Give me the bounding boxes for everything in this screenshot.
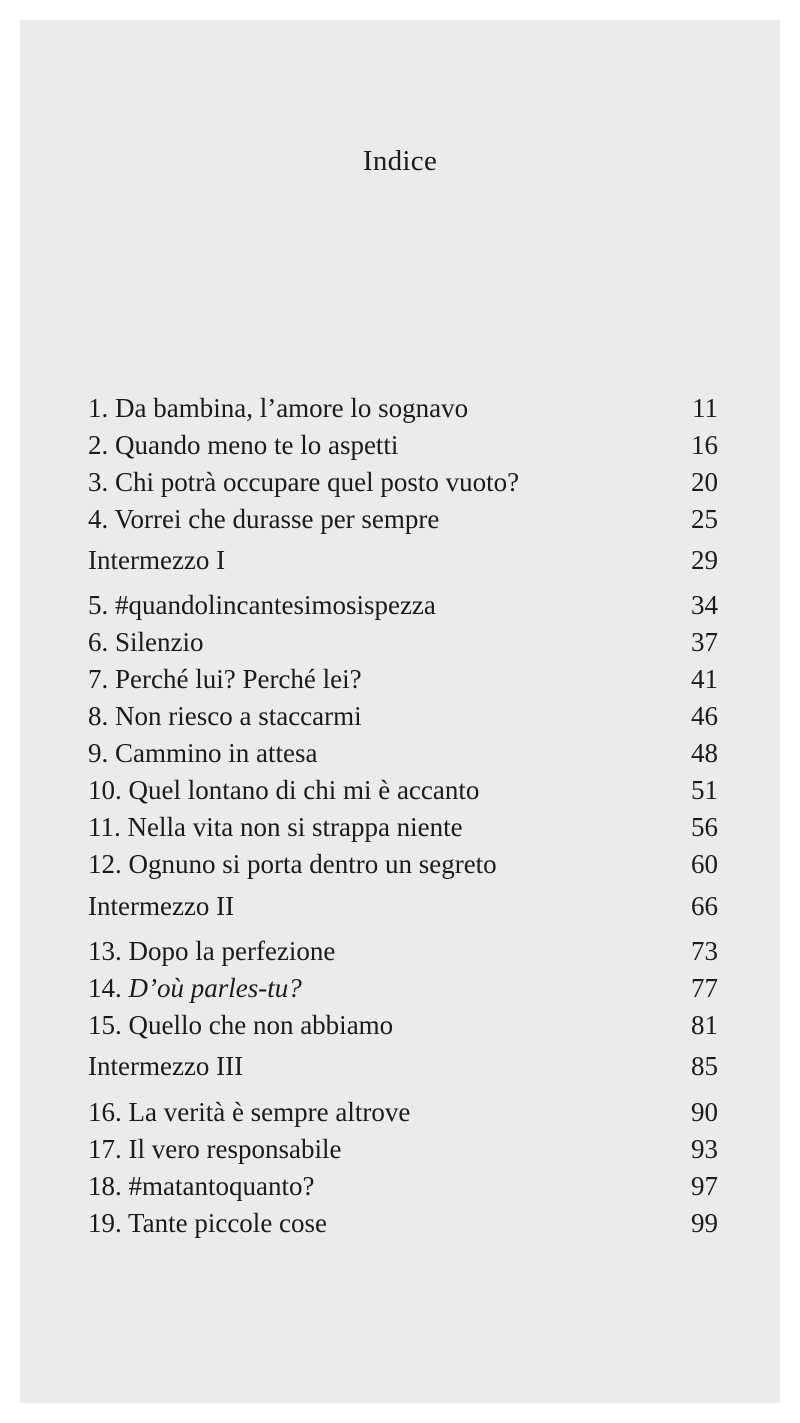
toc-entry: [88, 846, 718, 882]
toc-entry-page: 81: [691, 1010, 718, 1040]
toc-entry-title: Perché lui? Perché lei?: [115, 664, 362, 694]
toc-intermezzo: [88, 888, 718, 924]
toc-entry-title: Tante piccole cose: [128, 1208, 328, 1238]
toc-entry-number: 7.: [88, 664, 109, 694]
toc-entry-page: 73: [691, 936, 718, 966]
toc-entry: [88, 587, 718, 623]
toc-entry: [88, 1168, 718, 1204]
toc-entry-label: [88, 1205, 327, 1241]
toc-entry-number: 3.: [88, 467, 109, 497]
page-title: Indice: [362, 145, 438, 177]
toc-entry: [88, 427, 718, 463]
toc-entry-number: 9.: [88, 738, 109, 768]
toc-entry-label: [88, 1007, 393, 1043]
toc-entry-title: Nella vita non si strappa niente: [127, 812, 463, 842]
toc-entry: [88, 661, 718, 697]
toc-entry: [88, 390, 718, 426]
toc-entry-label: [88, 933, 335, 969]
toc-entry-page: 97: [691, 1171, 718, 1201]
toc-entry-label: [88, 501, 439, 537]
toc-entry-title: Cammino in attesa: [115, 738, 318, 768]
toc-entry-label: [88, 970, 302, 1006]
toc-entry-number: 17.: [88, 1134, 122, 1164]
toc-entry-number: 2.: [88, 430, 109, 460]
toc-entry-number: 11.: [88, 812, 121, 842]
toc-entry-label: [88, 661, 362, 697]
toc-entry-title: Quel lontano di chi mi è accanto: [128, 775, 480, 805]
toc-intermezzo-title: Intermezzo II: [88, 891, 235, 921]
toc-entry-title: #quandolincantesimosispezza: [115, 590, 436, 620]
toc-entry: [88, 772, 718, 808]
toc-entry: [88, 1205, 718, 1241]
toc-entry-page: 93: [691, 1134, 718, 1164]
toc-entry-label: [88, 1168, 314, 1204]
toc-entry: [88, 501, 718, 537]
toc-entry-label: [88, 427, 398, 463]
toc-entry-title: Silenzio: [115, 627, 204, 657]
toc-entry: [88, 970, 718, 1006]
toc-entry-title: Quando meno te lo aspetti: [115, 430, 399, 460]
toc-entry: [88, 464, 718, 500]
toc-entry-page: 34: [691, 590, 718, 620]
toc-entry-page: 51: [691, 775, 718, 805]
toc-entry-page: 46: [691, 701, 718, 731]
toc-entry-title: Da bambina, l’amore lo sognavo: [115, 393, 469, 423]
toc-entry: [88, 1131, 718, 1167]
toc-entry-page: 56: [691, 812, 718, 842]
toc-entry-label: [88, 735, 317, 771]
toc-entry-title: Il vero responsabile: [128, 1134, 342, 1164]
toc-entry-page: 41: [691, 664, 718, 694]
toc-entry-label: [88, 1094, 410, 1130]
toc-entry-title: Dopo la perfezione: [128, 936, 336, 966]
toc-entry-page: 48: [691, 738, 718, 768]
toc-entry-title: La verità è sempre altrove: [128, 1097, 411, 1127]
toc-entry: [88, 698, 718, 734]
toc-entry-number: 19.: [88, 1208, 122, 1238]
toc-entry-title: Ognuno si porta dentro un segreto: [128, 849, 497, 879]
toc-entry: [88, 735, 718, 771]
toc-entry-title: D’où parles-tu?: [128, 973, 302, 1003]
toc-entry-number: 10.: [88, 775, 122, 805]
toc-entry-number: 18.: [88, 1171, 122, 1201]
toc-entry-label: [88, 624, 204, 660]
toc-entry-label: [88, 809, 463, 845]
toc-entry-number: 8.: [88, 701, 109, 731]
toc-entry-title: Non riesco a staccarmi: [115, 701, 362, 731]
toc-entry-number: 6.: [88, 627, 109, 657]
toc-entry-number: 4.: [88, 504, 109, 534]
toc-entry-label: [88, 772, 479, 808]
toc-entry-label: [88, 1131, 341, 1167]
toc-entry-label: [88, 846, 497, 882]
toc-intermezzo: [88, 1048, 718, 1084]
toc-entry: [88, 624, 718, 660]
toc-entry-title: Quello che non abbiamo: [128, 1010, 394, 1040]
toc-entry-page: 77: [691, 973, 718, 1003]
toc-intermezzo-title: Intermezzo I: [88, 545, 226, 575]
toc-entry-title: Vorrei che durasse per sempre: [114, 504, 440, 534]
toc-entry: [88, 933, 718, 969]
toc-entry-label: [88, 464, 519, 500]
toc-entry-label: [88, 390, 468, 426]
toc-entry-page: 85: [691, 1051, 718, 1081]
toc-entry-page: 11: [692, 393, 718, 423]
toc-entry-title: Chi potrà occupare quel posto vuoto?: [115, 467, 520, 497]
toc-entry-page: 20: [691, 467, 718, 497]
toc-entry-page: 29: [691, 545, 718, 575]
toc-entry-label: [88, 698, 362, 734]
toc-entry-page: 99: [691, 1208, 718, 1238]
toc-entry-number: 14.: [88, 973, 122, 1003]
toc-intermezzo-title: Intermezzo III: [88, 1051, 244, 1081]
toc-entry-page: 16: [691, 430, 718, 460]
toc-entry-page: 66: [691, 891, 718, 921]
toc-entry: [88, 1007, 718, 1043]
toc-entry-number: 12.: [88, 849, 122, 879]
toc-entry-title: #matantoquanto?: [128, 1171, 315, 1201]
toc-entry-page: 90: [691, 1097, 718, 1127]
toc-intermezzo: [88, 542, 718, 578]
toc-entry-number: 15.: [88, 1010, 122, 1040]
toc-entry-page: 37: [691, 627, 718, 657]
toc-entry-number: 1.: [88, 393, 109, 423]
toc-entry: [88, 809, 718, 845]
toc-entry-page: 25: [691, 504, 718, 534]
toc-entry-number: 5.: [88, 590, 109, 620]
toc-entry: [88, 1094, 718, 1130]
toc-entry-page: 60: [691, 849, 718, 879]
book-page: [20, 20, 780, 1403]
toc-entry-number: 13.: [88, 936, 122, 966]
toc-entry-label: [88, 587, 436, 623]
toc-entry-number: 16.: [88, 1097, 122, 1127]
